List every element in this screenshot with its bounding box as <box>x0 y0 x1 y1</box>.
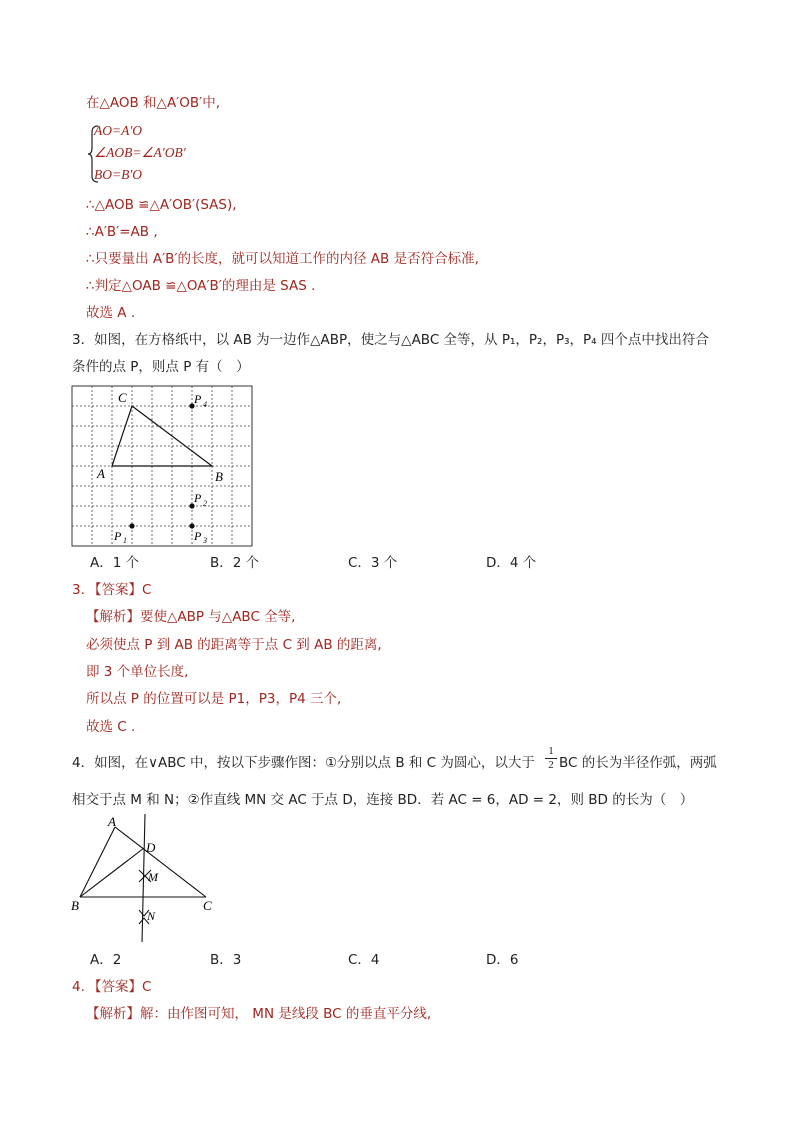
prev-line-4: ∴只要量出 A′B′的长度，就可以知道工作的内径 AB 是否符合标准, <box>86 251 479 267</box>
q3-grid-figure <box>70 384 254 548</box>
q3-answer-num: 3. <box>72 582 85 598</box>
q4-analysis: 【解析】解：由作图可知， MN 是线段 BC 的垂直平分线, <box>86 1006 432 1022</box>
label-c: C <box>203 898 212 913</box>
label-b: B <box>215 469 223 484</box>
label-a: A <box>97 466 105 481</box>
q4-option-c: C．4 <box>348 952 380 968</box>
system-line-1: AO=A′O <box>94 123 143 138</box>
label-d: D <box>146 840 156 855</box>
q4-fraction <box>545 746 557 771</box>
label-p2-sub: 2 <box>203 499 207 508</box>
label-n: N <box>147 909 156 923</box>
q3-analysis-5: 故选 C . <box>86 719 136 735</box>
q3-answer: 【答案】C <box>88 582 152 598</box>
triangle-abc <box>112 406 212 466</box>
q3-analysis-3: 即 3 个单位长度, <box>86 664 189 680</box>
q4-option-a: A．2 <box>90 952 122 968</box>
q3-option-b: B．2 个 <box>210 555 260 571</box>
q4-option-b: B．3 <box>210 952 242 968</box>
fraction-numerator: 1 <box>548 745 554 757</box>
prev-line-5: ∴判定△OAB ≌△OA′B′的理由是 SAS . <box>86 278 316 294</box>
segment-ab <box>80 827 115 897</box>
label-p2: P <box>194 491 202 505</box>
q3-stem-line-2: 条件的点 P，则点 P 有（ ） <box>72 359 250 375</box>
q3-stem-line-1: 3．如图，在方格纸中，以 AB 为一边作△ABP，使之与△ABC 全等，从 P₁，P₂，P₃，P₄ 四个点中找出符合 <box>72 332 709 348</box>
prev-line-3: ∴A′B′=AB , <box>86 224 158 240</box>
segment-bd <box>80 848 144 897</box>
label-p3-sub: 3 <box>203 536 207 545</box>
fraction-denominator: 2 <box>548 759 554 771</box>
q4-stem-line-1a: 4．如图，在∨ABC 中，按以下步骤作图：①分别以点 B 和 C 为圆心，以大于 <box>72 755 535 771</box>
q3-option-d: D．4 个 <box>486 555 537 571</box>
label-b: B <box>71 898 79 913</box>
system-line-2: ∠AOB=∠A′OB′ <box>94 145 186 160</box>
segment-ac <box>115 827 206 897</box>
q4-option-d: D．6 <box>486 952 519 968</box>
q3-option-c: C．3 个 <box>348 555 398 571</box>
q3-analysis-4: 所以点 P 的位置可以是 P1，P3，P4 三个, <box>86 691 342 707</box>
prev-line-6: 故选 A . <box>86 305 136 321</box>
point-p1 <box>129 523 134 528</box>
label-p3: P <box>194 529 202 543</box>
q4-stem-line-2: 相交于点 M 和 N；②作直线 MN 交 AC 于点 D，连接 BD．若 AC = 6，AD = 2，则 BD 的长为（ ） <box>72 792 694 808</box>
q3-analysis-2: 必须使点 P 到 AB 的距离等于点 C 到 AB 的距离, <box>86 637 382 653</box>
system-line-3: BO=B′O <box>94 167 143 182</box>
q4-triangle-figure <box>68 812 228 944</box>
label-m: M <box>148 870 158 884</box>
label-p4: P <box>194 392 202 406</box>
label-p1-sub: 1 <box>123 536 127 545</box>
q4-answer: 【答案】C <box>88 979 152 995</box>
q3-option-a: A．1 个 <box>90 555 140 571</box>
point-p3 <box>189 523 194 528</box>
label-a: A <box>108 814 116 829</box>
prev-line-2: ∴△AOB ≌△A′OB′(SAS), <box>86 197 237 213</box>
label-p4-sub: 4 <box>203 400 207 409</box>
q3-analysis-1: 【解析】要使△ABP 与△ABC 全等, <box>86 609 296 625</box>
label-c: C <box>118 390 127 405</box>
q4-stem-line-1b: BC 的长为半径作弧，两弧 <box>559 755 717 771</box>
q4-answer-num: 4. <box>72 979 85 995</box>
label-p1: P <box>114 529 122 543</box>
prev-line-1: 在△AOB 和△A′OB′中, <box>86 95 220 111</box>
